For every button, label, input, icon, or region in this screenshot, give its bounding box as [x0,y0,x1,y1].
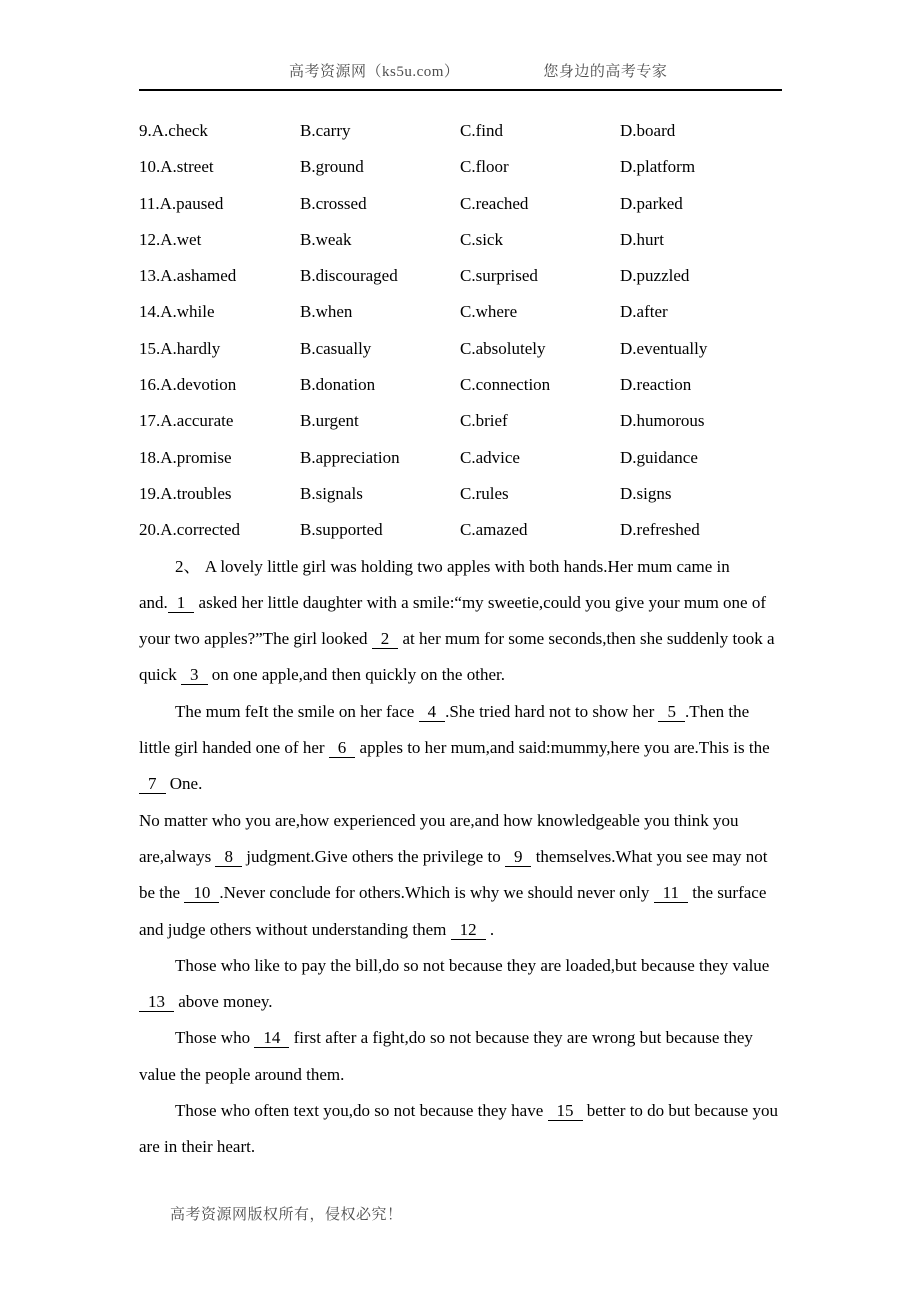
option-cell: C.connection [460,375,551,395]
option-cell: D.eventually [620,338,708,358]
question-row [139,403,782,439]
blank-7: 7 [139,774,166,794]
header-divider [139,89,782,91]
blank-4: 4 [419,702,446,722]
option-cell: 19.A.troubles [139,483,232,503]
option-cell: B.signals [300,483,363,503]
option-cell: B.crossed [300,193,367,213]
option-cell: C.surprised [460,266,538,286]
document-body [139,113,782,1166]
option-cell: C.where [460,302,518,322]
question-row [139,476,782,512]
passage-paragraph: 2、 A lovely little girl was holding two apples with both hands.Her mum came in and. 1 asked her little daughter with a smile:“my sweetie,could you give your mum one of your two apples?”The girl looked 2 at her mum for some seconds,then she suddenly took a quick 3 on one apple,and then quickly on the other. [139,556,775,685]
question-row [139,294,782,330]
option-cell: D.after [620,302,668,322]
option-cell: B.ground [300,157,364,177]
blank-6: 6 [329,738,356,758]
blank-13: 13 [139,992,174,1012]
question-row [139,367,782,403]
option-cell: C.find [460,121,503,140]
option-cell: D.refreshed [620,520,700,540]
blank-1: 1 [168,593,195,613]
option-cell: 14.A.while [139,302,215,322]
option-cell: C.rules [460,483,509,503]
question-row [139,258,782,294]
passage-paragraph: No matter who you are,how experienced you are,and how knowledgeable you think you are,always 8 judgment.Give others the privilege to 9 themselves.What you see may not be the 10 .Never conclude for others.Which is why we should never only 11 the surface and judge others without understanding them 12 . [139,810,768,939]
option-cell: D.board [620,121,676,140]
option-cell: 9.A.check [139,121,208,140]
option-cell: 12.A.wet [139,229,202,249]
option-cell: D.signs [620,483,672,503]
question-row [139,222,782,258]
passage-paragraph: The mum feIt the smile on her face 4 .She tried hard not to show her 5 .Then the little girl handed one of her 6 apples to her mum,and said:mummy,here you are.This is the 7 One. [139,701,770,794]
option-cell: C.floor [460,157,509,177]
option-cell: D.humorous [620,411,705,431]
option-cell: 10.A.street [139,157,214,177]
option-cell: D.hurt [620,229,664,249]
option-cell: B.casually [300,338,372,358]
option-cell: C.advice [460,447,520,467]
header-site-name: 高考资源网（ks5u.com） [289,64,460,80]
option-cell: 16.A.devotion [139,375,237,395]
option-cell: B.appreciation [300,447,400,467]
option-cell: C.reached [460,193,529,213]
footer-copyright: 高考资源网版权所有，侵权必究！ [170,1207,403,1223]
blank-9: 9 [505,847,532,867]
blank-12: 12 [451,920,486,940]
question-row [139,331,782,367]
passage-paragraph: Those who like to pay the bill,do so not because they are loaded,but because they value 13 above money. [139,948,782,1021]
blank-3: 3 [181,665,208,685]
header-text-row [139,0,782,81]
option-cell: 13.A.ashamed [139,266,237,286]
blank-10: 10 [184,883,219,903]
passage-paragraph: Those who 14 first after a fight,do so not because they are wrong but because they value the people around them. [139,1028,753,1084]
header-slogan: 您身边的高考专家 [543,64,668,80]
option-cell: D.parked [620,193,683,213]
option-cell: B.weak [300,229,352,249]
option-cell: B.donation [300,375,376,395]
option-cell: 11.A.paused [139,193,224,213]
question-row [139,186,782,222]
blank-11: 11 [654,883,688,903]
question-row [139,149,782,185]
document-footer [170,1203,403,1224]
option-cell: B.discouraged [300,266,398,286]
option-cell: D.platform [620,157,696,177]
blank-15: 15 [548,1101,583,1121]
multiple-choice-list [139,113,782,549]
option-cell: 15.A.hardly [139,338,221,358]
question-row [139,440,782,476]
option-cell: C.absolutely [460,338,546,358]
option-cell: D.puzzled [620,266,690,286]
option-cell: 17.A.accurate [139,411,234,431]
option-cell: B.when [300,302,353,322]
passage-paragraph: Those who often text you,do so not because they have 15 better to do but because you are in their heart. [139,1101,778,1157]
blank-8: 8 [215,847,242,867]
blank-2: 2 [372,629,399,649]
question-row [139,512,782,548]
document-header [139,0,782,91]
option-cell: D.guidance [620,447,698,467]
blank-14: 14 [254,1028,289,1048]
option-cell: C.sick [460,229,503,249]
blank-5: 5 [658,702,685,722]
option-cell: 20.A.corrected [139,520,241,540]
option-cell: C.amazed [460,520,528,540]
option-cell: C.brief [460,411,508,431]
cloze-passage [139,549,782,1166]
option-cell: B.supported [300,520,383,540]
question-row [139,113,782,149]
option-cell: 18.A.promise [139,447,232,467]
option-cell: B.urgent [300,411,359,431]
option-cell: D.reaction [620,375,692,395]
option-cell: B.carry [300,121,351,140]
